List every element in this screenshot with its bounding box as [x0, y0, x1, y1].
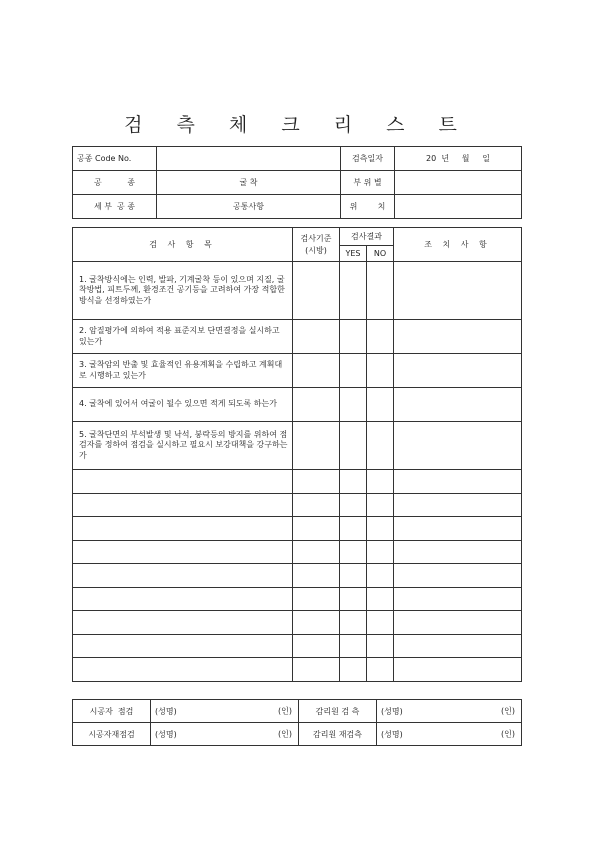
- empty-row: [73, 517, 522, 541]
- contractor-reinspection-label: 시공자재점검: [73, 723, 151, 746]
- criteria-cell[interactable]: [293, 634, 340, 658]
- criteria-cell[interactable]: [293, 422, 340, 470]
- empty-item-cell[interactable]: [73, 493, 293, 517]
- no-cell[interactable]: [367, 564, 394, 588]
- work-type-label: 공 종: [73, 171, 157, 195]
- no-cell[interactable]: [367, 262, 394, 320]
- col-header-action: 조 치 사 항: [394, 228, 522, 262]
- no-cell[interactable]: [367, 658, 394, 682]
- header-table: [72, 146, 522, 219]
- yes-cell[interactable]: [340, 658, 367, 682]
- no-cell[interactable]: [367, 634, 394, 658]
- yes-cell[interactable]: [340, 611, 367, 635]
- supervisor-inspection-sign[interactable]: [377, 700, 522, 723]
- empty-item-cell[interactable]: [73, 634, 293, 658]
- yes-cell[interactable]: [340, 354, 367, 388]
- empty-row: [73, 634, 522, 658]
- yes-cell[interactable]: [340, 587, 367, 611]
- location-part-value[interactable]: [395, 171, 522, 195]
- supervisor-inspection-label: 감리원 검 측: [299, 700, 377, 723]
- action-cell[interactable]: [394, 564, 522, 588]
- position-value[interactable]: [395, 195, 522, 219]
- code-value[interactable]: [157, 147, 341, 171]
- col-header-result: 검사결과: [340, 228, 394, 246]
- table-row: [73, 320, 522, 354]
- criteria-cell[interactable]: [293, 354, 340, 388]
- empty-row: [73, 540, 522, 564]
- col-header-yes: YES: [340, 246, 367, 262]
- no-cell[interactable]: [367, 587, 394, 611]
- action-cell[interactable]: [394, 517, 522, 541]
- empty-item-cell[interactable]: [73, 540, 293, 564]
- location-part-label: 부 위 별: [341, 171, 395, 195]
- check-item-3: 3. 굴착암의 반출 및 효율적인 유용계획을 수립하고 계획대로 시행하고 있는가: [73, 354, 293, 388]
- contractor-inspection-label: 시공자 점검: [73, 700, 151, 723]
- check-item-1: 1. 굴착방식에는 인력, 발파, 기계굴착 등이 있으며 지질, 굴착방법, 피트두께, 환경조건 공기등을 고려하여 가장 적합한 방식을 선정하였는가: [73, 262, 293, 320]
- action-cell[interactable]: [394, 470, 522, 494]
- col-header-items: 검 사 항 목: [73, 228, 293, 262]
- name-placeholder: (성명): [155, 729, 177, 739]
- table-row: [73, 262, 522, 320]
- contractor-inspection-sign[interactable]: [151, 700, 299, 723]
- empty-item-cell[interactable]: [73, 517, 293, 541]
- action-cell[interactable]: [394, 354, 522, 388]
- no-cell[interactable]: [367, 470, 394, 494]
- name-placeholder: (성명): [381, 706, 403, 716]
- criteria-cell[interactable]: [293, 493, 340, 517]
- name-placeholder: (성명): [155, 706, 177, 716]
- action-cell[interactable]: [394, 611, 522, 635]
- empty-item-cell[interactable]: [73, 611, 293, 635]
- table-row: [73, 388, 522, 422]
- criteria-cell[interactable]: [293, 262, 340, 320]
- no-cell[interactable]: [367, 493, 394, 517]
- position-label: 위 치: [341, 195, 395, 219]
- no-cell[interactable]: [367, 611, 394, 635]
- signature-table: [72, 699, 522, 746]
- checklist-table: [72, 227, 522, 682]
- action-cell[interactable]: [394, 388, 522, 422]
- yes-cell[interactable]: [340, 388, 367, 422]
- no-cell[interactable]: [367, 422, 394, 470]
- table-row: [73, 422, 522, 470]
- inspection-date-label: 검측일자: [341, 147, 395, 171]
- check-item-5: 5. 굴착단면의 부석발생 및 낙석, 붕락등의 방지를 위하여 점검자를 정하여 점검을 실시하고 필요시 보강대책을 강구하는가: [73, 422, 293, 470]
- yes-cell[interactable]: [340, 634, 367, 658]
- action-cell[interactable]: [394, 634, 522, 658]
- seal-label: (인): [501, 729, 515, 739]
- criteria-cell[interactable]: [293, 658, 340, 682]
- empty-row: [73, 493, 522, 517]
- criteria-cell[interactable]: [293, 587, 340, 611]
- empty-item-cell[interactable]: [73, 564, 293, 588]
- document-title: 검 측 체 크 리 스 트: [124, 114, 471, 136]
- yes-cell[interactable]: [340, 470, 367, 494]
- action-cell[interactable]: [394, 540, 522, 564]
- no-cell[interactable]: [367, 517, 394, 541]
- empty-item-cell[interactable]: [73, 587, 293, 611]
- code-label: 공종 Code No.: [73, 147, 157, 171]
- empty-row: [73, 658, 522, 682]
- criteria-cell[interactable]: [293, 517, 340, 541]
- criteria-cell[interactable]: [293, 540, 340, 564]
- no-cell[interactable]: [367, 388, 394, 422]
- action-cell[interactable]: [394, 262, 522, 320]
- work-type-value[interactable]: 굴 착: [157, 171, 341, 195]
- empty-row: [73, 611, 522, 635]
- name-placeholder: (성명): [381, 729, 403, 739]
- yes-cell[interactable]: [340, 517, 367, 541]
- supervisor-reinspection-label: 감리원 재검측: [299, 723, 377, 746]
- yes-cell[interactable]: [340, 422, 367, 470]
- detail-type-value[interactable]: 공통사항: [157, 195, 341, 219]
- no-cell[interactable]: [367, 540, 394, 564]
- col-header-criteria: 검사기준 (시방): [293, 228, 340, 262]
- no-cell[interactable]: [367, 354, 394, 388]
- col-header-no: NO: [367, 246, 394, 262]
- check-item-4: 4. 굴착에 있어서 여굴이 될수 있으면 적게 되도록 하는가: [73, 388, 293, 422]
- seal-label: (인): [278, 706, 292, 716]
- supervisor-reinspection-sign[interactable]: [377, 723, 522, 746]
- criteria-cell[interactable]: [293, 564, 340, 588]
- action-cell[interactable]: [394, 658, 522, 682]
- contractor-reinspection-sign[interactable]: [151, 723, 299, 746]
- empty-row: [73, 470, 522, 494]
- empty-item-cell[interactable]: [73, 470, 293, 494]
- inspection-date-value[interactable]: 20 년 월 일: [395, 147, 522, 171]
- criteria-cell[interactable]: [293, 388, 340, 422]
- yes-cell[interactable]: [340, 493, 367, 517]
- no-cell[interactable]: [367, 320, 394, 354]
- table-row: [73, 354, 522, 388]
- action-cell[interactable]: [394, 422, 522, 470]
- seal-label: (인): [278, 729, 292, 739]
- yes-cell[interactable]: [340, 564, 367, 588]
- criteria-cell[interactable]: [293, 470, 340, 494]
- action-cell[interactable]: [394, 493, 522, 517]
- action-cell[interactable]: [394, 320, 522, 354]
- empty-item-cell[interactable]: [73, 658, 293, 682]
- check-item-2: 2. 암질평가에 의하여 적용 표준지보 단면결정을 실시하고 있는가: [73, 320, 293, 354]
- criteria-cell[interactable]: [293, 320, 340, 354]
- yes-cell[interactable]: [340, 262, 367, 320]
- empty-row: [73, 587, 522, 611]
- empty-row: [73, 564, 522, 588]
- detail-type-label: 세 부 공 종: [73, 195, 157, 219]
- criteria-cell[interactable]: [293, 611, 340, 635]
- yes-cell[interactable]: [340, 540, 367, 564]
- yes-cell[interactable]: [340, 320, 367, 354]
- action-cell[interactable]: [394, 587, 522, 611]
- seal-label: (인): [501, 706, 515, 716]
